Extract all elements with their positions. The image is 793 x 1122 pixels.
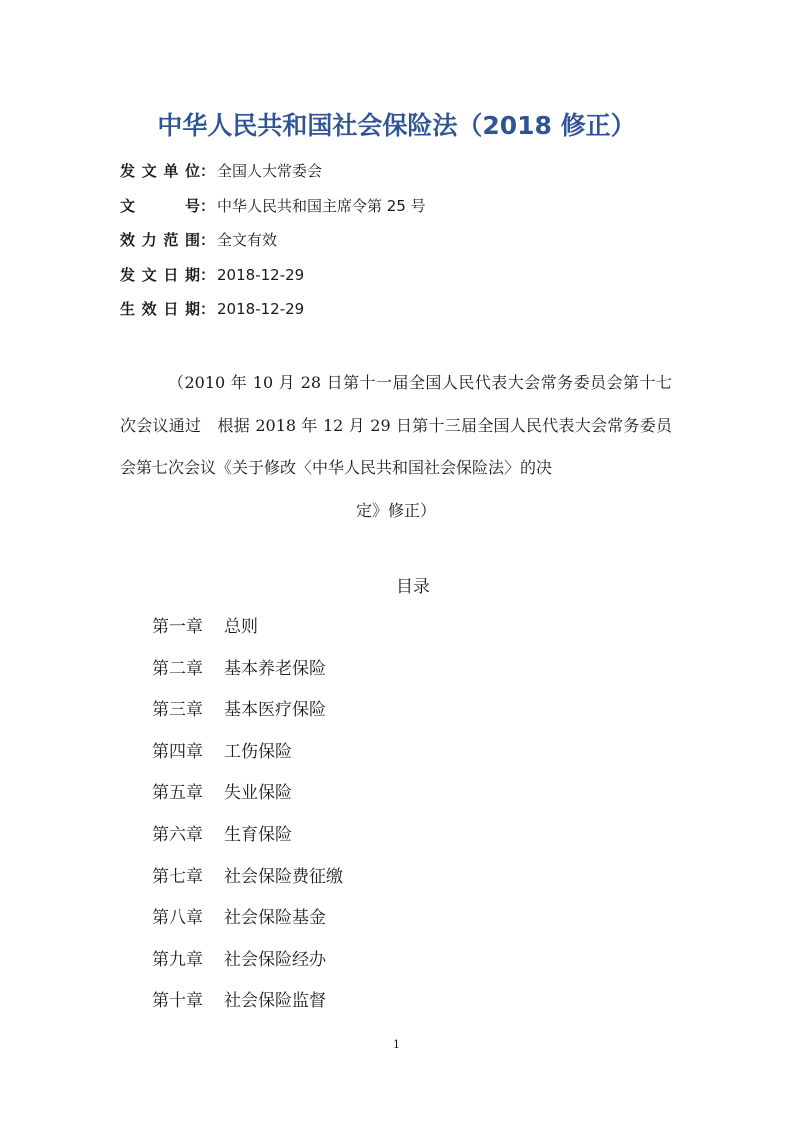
toc-chapter-name: 基本养老保险 xyxy=(224,658,326,679)
toc-item[interactable] xyxy=(152,946,343,988)
meta-label: 效力范围 xyxy=(120,231,200,249)
meta-row-issuer: 发文单位： 全国人大常委会 xyxy=(120,158,426,193)
document-title: 中华人民共和国社会保险法（2018 修正） xyxy=(157,111,636,140)
toc-chapter-name: 社会保险经办 xyxy=(224,949,326,970)
toc-chapter-name: 总则 xyxy=(224,617,258,637)
meta-value: 全文有效 xyxy=(217,231,278,249)
meta-value: 2018-12-29 xyxy=(217,300,305,318)
toc-chapter-name: 社会保险基金 xyxy=(224,908,326,929)
preamble xyxy=(120,362,672,532)
toc-chapter: 第二章 xyxy=(152,658,203,679)
meta-row-scope: 效力范围： 全文有效 xyxy=(120,227,426,262)
toc-heading: 目录 xyxy=(396,577,430,597)
toc-item[interactable] xyxy=(152,738,343,780)
meta-label: 发文单位 xyxy=(120,162,200,180)
toc-item[interactable] xyxy=(152,696,343,738)
table-of-contents xyxy=(152,613,343,1029)
toc-chapter-name: 生育保险 xyxy=(224,824,292,845)
meta-row-effective-date: 生效日期： 2018-12-29 xyxy=(120,296,426,331)
toc-item[interactable] xyxy=(152,613,343,655)
document-metadata xyxy=(120,158,426,331)
meta-row-doc-number: 文 号： 中华人民共和国主席令第 25 号 xyxy=(120,193,426,228)
meta-value: 2018-12-29 xyxy=(217,265,305,284)
toc-item[interactable] xyxy=(152,863,343,905)
toc-item[interactable] xyxy=(152,655,343,697)
toc-chapter-name: 基本医疗保险 xyxy=(224,700,326,721)
toc-chapter: 第五章 xyxy=(152,783,203,804)
toc-chapter: 第六章 xyxy=(152,824,203,845)
toc-item[interactable] xyxy=(152,904,343,946)
preamble-text: （2010 年 10 月 28 日第十一届全国人民代表大会常务委员会第十七次会议通过 根据 2018 年 12 月 29 日第十三届全国人民代表大会常务委员会第七次会议《关于修改〈中华人民共和国社会保险法〉的决 xyxy=(120,373,672,477)
meta-label: 发文日期 xyxy=(120,265,200,284)
meta-value: 全国人大常委会 xyxy=(217,162,323,180)
meta-row-issue-date: 发文日期： 2018-12-29 xyxy=(120,262,426,297)
toc-item[interactable] xyxy=(152,779,343,821)
meta-label: 文 号 xyxy=(120,196,200,215)
toc-chapter-name: 失业保险 xyxy=(224,783,292,804)
toc-chapter: 第七章 xyxy=(152,866,203,887)
meta-value: 中华人民共和国主席令第 25 号 xyxy=(217,196,426,215)
toc-chapter: 第十章 xyxy=(152,991,203,1012)
toc-chapter: 第四章 xyxy=(152,741,203,762)
toc-chapter: 第九章 xyxy=(152,949,203,970)
toc-item[interactable] xyxy=(152,987,343,1029)
page-number: 1 xyxy=(393,1038,400,1051)
toc-chapter: 第三章 xyxy=(152,700,203,721)
toc-chapter-name: 社会保险监督 xyxy=(224,991,326,1012)
preamble-last-line: 定》修正） xyxy=(355,500,436,520)
meta-label: 生效日期 xyxy=(120,300,200,318)
toc-chapter: 第八章 xyxy=(152,908,203,929)
toc-chapter-name: 社会保险费征缴 xyxy=(224,866,343,887)
toc-chapter-name: 工伤保险 xyxy=(224,741,292,762)
toc-chapter: 第一章 xyxy=(152,617,203,637)
toc-item[interactable] xyxy=(152,821,343,863)
